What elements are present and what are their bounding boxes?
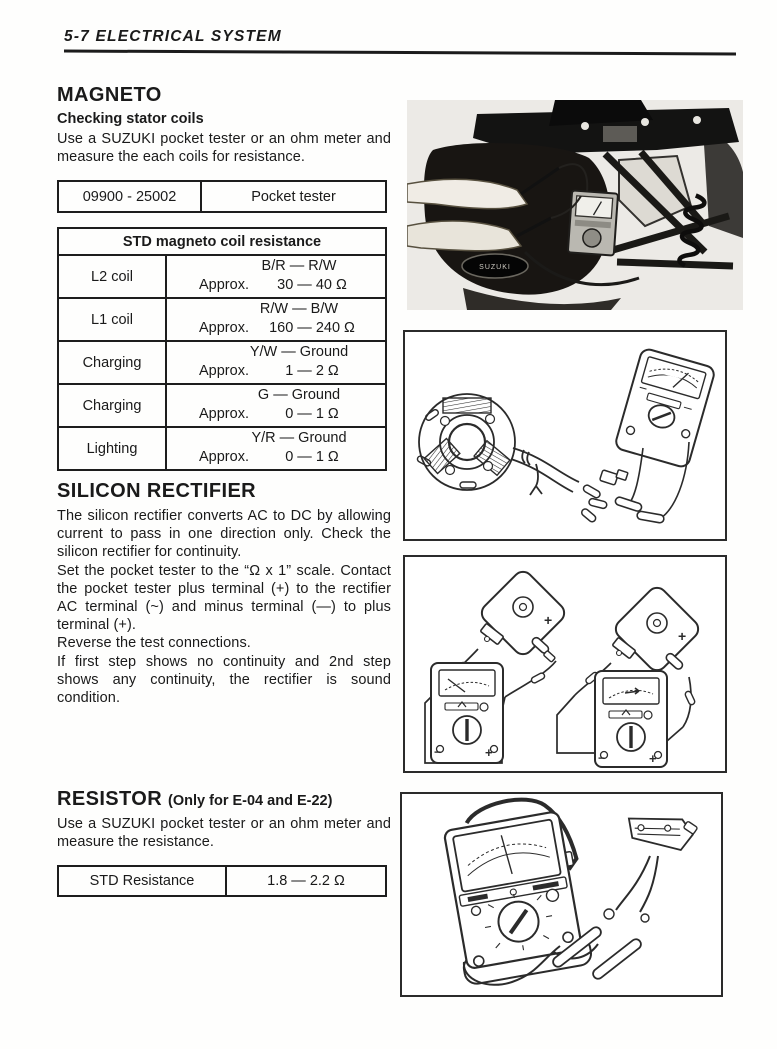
stator-cable (511, 448, 579, 495)
stator-drawing (416, 394, 515, 490)
silicon-paragraph: The silicon rectifier converts AC to DC by allowing current to pass in one direction only. Check the silicon rectifier for continuity. (57, 508, 391, 561)
table-row (58, 298, 386, 341)
resistance-range: 1 — 2 Ω (285, 362, 339, 379)
coil-value-cell (166, 341, 386, 384)
wire-colors: R/W — B/W (259, 300, 339, 317)
approx-label: Approx. (199, 448, 249, 465)
wire-colors: G — Ground (257, 386, 341, 403)
silicon-title: SILICON RECTIFIER (57, 480, 257, 502)
magneto-intro: Use a SUZUKI pocket tester or an ohm meter and measure the each coils for resistance. (57, 131, 391, 166)
table-row (58, 255, 386, 298)
resistance-range: 30 — 40 Ω (277, 276, 347, 293)
std-resistance-table (57, 865, 387, 897)
resistor-title-note: (Only for E-04 and E-22) (168, 793, 333, 809)
resistance-label-cell: STD Resistance (58, 866, 226, 896)
section-magneto (57, 84, 391, 471)
coil-value-cell (166, 298, 386, 341)
resistor-test-figure (400, 792, 723, 997)
table-row (58, 866, 386, 896)
rectifier-drawing (478, 568, 569, 662)
resistance-range: 0 — 1 Ω (285, 448, 339, 465)
section-silicon-rectifier (57, 480, 391, 707)
table-row (58, 427, 386, 470)
pocket-tester-drawing (431, 663, 503, 763)
coil-item-cell: Lighting (58, 427, 166, 470)
resistor-component-drawing (625, 807, 699, 853)
coil-item-cell: Charging (58, 384, 166, 427)
table-row (58, 341, 386, 384)
plus-terminal-label: + (678, 628, 687, 644)
coil-resistance-table (57, 227, 387, 471)
coil-value-cell (166, 255, 386, 298)
stator-tester-figure (403, 330, 727, 541)
section-resistor (57, 788, 391, 897)
approx-label: Approx. (199, 405, 249, 422)
approx-label: Approx. (199, 319, 249, 336)
coil-value-cell (166, 384, 386, 427)
resistance-range: 0 — 1 Ω (285, 405, 339, 422)
resistance-range: 160 — 240 Ω (269, 319, 355, 336)
rectifier-test-figure (403, 555, 727, 773)
coil-table-title: STD magneto coil resistance (58, 228, 386, 255)
table-header-row (58, 228, 386, 255)
resistance-value-cell: 1.8 — 2.2 Ω (226, 866, 386, 896)
cable-connectors (580, 470, 628, 524)
rectifier-drawing (612, 584, 703, 675)
coil-item-cell: L2 coil (58, 255, 166, 298)
page-header-title: 5-7 ELECTRICAL SYSTEM (64, 28, 282, 45)
wire-colors: Y/R — Ground (251, 429, 347, 446)
magneto-test-photo (407, 100, 743, 310)
resistor-title: RESISTOR (57, 788, 163, 810)
silicon-paragraph: If first step shows no continuity and 2nd step shows any continuity, the rectifier is sound condition. (57, 653, 391, 707)
wire-colors: Y/W — Ground (249, 343, 349, 360)
pocket-tester-table (57, 180, 387, 213)
approx-label: Approx. (199, 362, 249, 379)
resistor-intro: Use a SUZUKI pocket tester or an ohm meter and measure the resistance. (57, 816, 391, 851)
plus-terminal-label: + (649, 751, 657, 766)
tool-code-cell: 09900 - 25002 (58, 181, 201, 212)
coil-item-cell: L1 coil (58, 298, 166, 341)
pocket-tester-drawing (614, 348, 716, 469)
table-row (58, 181, 386, 212)
tool-name-cell: Pocket tester (201, 181, 386, 212)
coil-value-cell (166, 427, 386, 470)
header-rule (64, 50, 736, 55)
plus-terminal-label: + (544, 612, 553, 628)
magneto-title: MAGNETO (57, 84, 162, 106)
photo-brand-label: SUZUKI (479, 264, 511, 271)
table-row (58, 384, 386, 427)
approx-label: Approx. (199, 276, 249, 293)
silicon-paragraph: Reverse the test connections. (57, 635, 251, 652)
silicon-paragraph: Set the pocket tester to the “Ω x 1” scale. Contact the pocket tester plus terminal (+) to the rectifier AC terminal (~) and minus terminal (—) to plus terminal (+). (57, 562, 391, 634)
minus-terminal-label: − (598, 751, 606, 765)
minus-terminal-label: − (434, 745, 442, 759)
coil-item-cell: Charging (58, 341, 166, 384)
pocket-tester-drawing (595, 671, 667, 767)
magneto-subtitle: Checking stator coils (57, 111, 204, 127)
plus-terminal-label: + (485, 745, 493, 760)
wire-colors: B/R — R/W (261, 257, 337, 274)
